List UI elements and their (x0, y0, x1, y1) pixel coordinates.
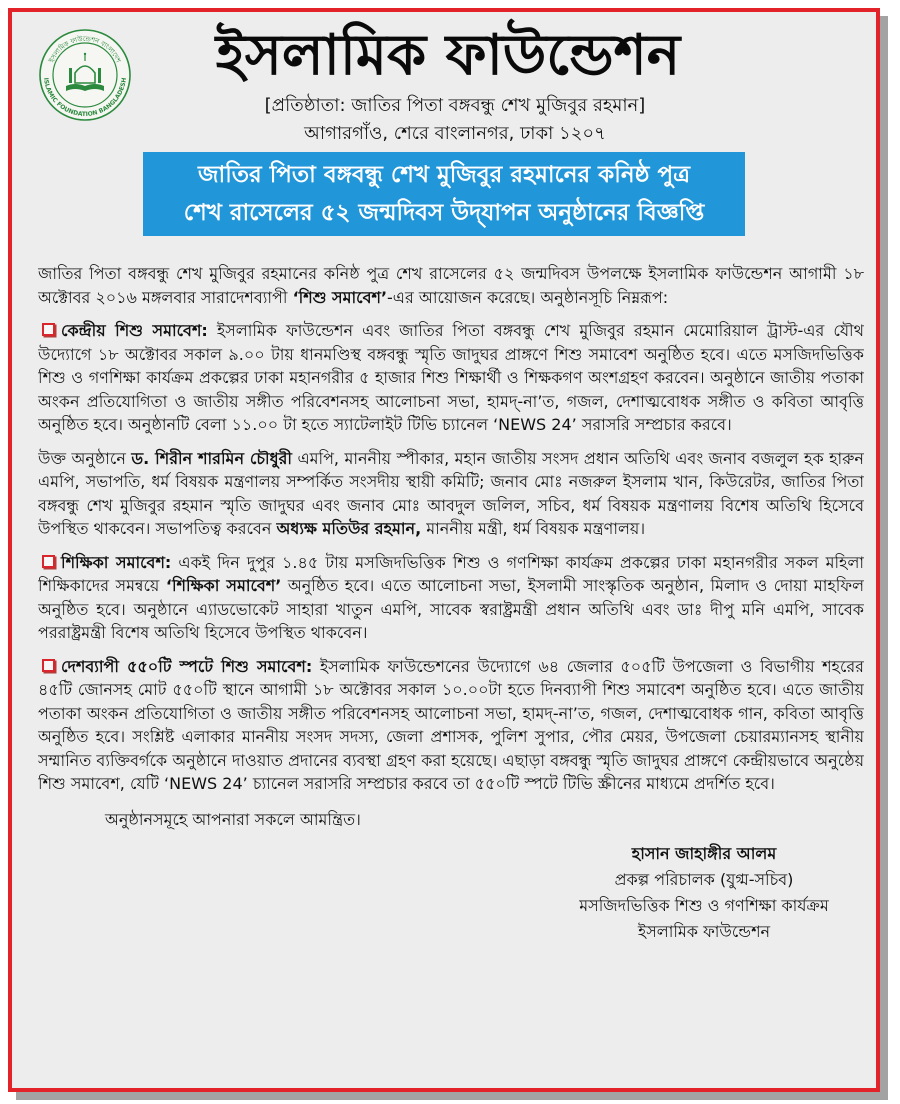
president-name: অধ্যক্ষ মতিউর রহমান, (276, 519, 422, 538)
chief-guest-name: ড. শিরীন শারমিন চৌধুরী (131, 448, 292, 468)
signatory-name: হাসান জাহাঙ্গীর আলম (631, 844, 777, 863)
teachers-rally-section (38, 551, 864, 645)
signature-block (544, 841, 864, 945)
nationwide-rally-text: ইসলামিক ফাউন্ডেশনের উদ্যোগে ৬৪ জেলার ৫০৫টি উপজেলা ও বিভাগীয় শহরের ৪৫টি জোনসহ মোট ৫৫০টি স্থানে আগামী ১৮ অক্টোবর সকাল ১০.০০টা হতে দিনব্যাপী শিশু সমাবেশ অনুষ্ঠিত হবে। এতে জাতীয় পতাকা অংকন প্রতিযোগিতা ও জাতীয় সঙ্গীত পরিবেশনসহ আলোচনা সভা, হামদ্-না’ত, গজল, দেশাত্মবোধক গান, কবিতা আবৃত্তি অনুষ্ঠিত হবে। সংশ্লিষ্ট এলাকার মাননীয় সংসদ সদস্য, জেলা প্রশাসক, পুলিশ সুপার, পৌর মেয়র, উপজেলা চেয়ারম্যানসহ স্থানীয় সম্মানিত ব্যক্তিবর্গকে অনুষ্ঠানে দাওয়াত প্রদানের ব্যবস্থা গ্রহণ করা হয়েছে। এছাড়া বঙ্গবন্ধু স্মৃতি জাদুঘর প্রাঙ্গণে কেন্দ্রীয়ভাবে অনুষ্ঠেয় শিশু সমাবেশ, যেটি ‘NEWS 24’ চ্যানেল সরাসরি সম্প্রচার করবে তা ৫৫০টি স্পটে টিভি স্ক্রীনের মাধ্যমে প্রদর্শিত হবে। (38, 656, 864, 793)
central-rally-section (38, 319, 864, 437)
intro-text-1: জাতির পিতা বঙ্গবন্ধু শেখ মুজিবুর রহমানের কনিষ্ঠ পুত্র শেখ রাসেলের ৫২ জন্মদিবস উপলক্ষে ইসলামিক ফাউন্ডেশন আগামী ১৮ অক্টোবর ২০১৬ মঙ্গলবার সারাদেশব্যাপী (38, 264, 864, 307)
founder-line: [প্রতিষ্ঠাতা: জাতির পিতা বঙ্গবন্ধু শেখ মুজিবুর রহমান] (264, 95, 646, 116)
intro-text-2: -এর আয়োজন করেছে। অনুষ্ঠানসূচি নিম্নরূপ: (387, 287, 669, 307)
headline-banner-wrap (12, 152, 876, 236)
teachers-rally-text-2: অনুষ্ঠিত হবে। এতে আলোচনা সভা, ইসলামী সাংস্কৃতিক অনুষ্ঠান, মিলাদ ও দোয়া মাহফিল অনুষ্ঠিত হবে। অনুষ্ঠানে এ্যাডভোকেট সাহারা খাতুন এমপি, সাবেক স্বরাষ্ট্রমন্ত্রী প্রধান অতিথি এবং ডাঃ দীপু মনি এমপি, সাবেক পররাষ্ট্রমন্ত্রী বিশেষ অতিথি হিসেবে উপস্থিত থাকবেন। (38, 576, 864, 642)
teachers-rally-text-1: একই দিন দুপুর ১.৪৫ টায় মসজিদভিত্তিক শিশু ও গণশিক্ষা কার্যক্রম প্রকল্পের ঢাকা মহানগরীর সকল মহিলা শিক্ষিকাদের সমন্বয়ে (38, 552, 864, 595)
signatory-designation: প্রকল্প পরিচালক (যুগ্ম-সচিব) (614, 870, 794, 889)
intro-highlight: ‘শিশু সমাবেশ’ (292, 287, 388, 307)
nationwide-rally-section (38, 655, 864, 796)
closing-line: অনুষ্ঠানসমূহে আপনারা সকলে আমন্ত্রিত। (105, 809, 361, 829)
headline-line-2: শেখ রাসেলের ৫২ জন্মদিবস উদ্‌যাপন অনুষ্ঠানের বিজ্ঞপ্তি (183, 200, 705, 226)
square-bullet-icon (42, 555, 55, 568)
square-bullet-icon (42, 323, 55, 336)
guests-text-1: উক্ত অনুষ্ঠানে (38, 448, 126, 468)
square-bullet-icon (42, 659, 55, 672)
teachers-rally-highlight: ‘শিক্ষিকা সমাবেশ’ (165, 576, 282, 595)
seal-text-english: ISLAMIC FOUNDATION BANGLADESH (42, 77, 128, 119)
address-line: আগারগাঁও, শেরে বাংলানগর, ঢাকা ১২০৭ (304, 123, 606, 144)
notice-body (38, 262, 864, 1082)
central-rally-heading: কেন্দ্রীয় শিশু সমাবেশ: (61, 321, 208, 340)
guests-paragraph (38, 447, 864, 541)
guests-text-2: এমপি, মাননীয় স্পীকার, মহান জাতীয় সংসদ প্রধান অতিথি এবং জনাব বজলুল হক হারুন এমপি, সভাপতি, ধর্ম বিষয়ক মন্ত্রণালয় সম্পর্কিত সংসদীয় স্থায়ী কমিটি; জনাব মোঃ নজরুল ইসলাম খান, কিউরেটর, জাতির পিতা বঙ্গবন্ধু শেখ মুজিবুর রহমান স্মৃতি জাদুঘর এবং জনাব মোঃ আবদুল জলিল, সচিব, ধর্ম বিষয়ক মন্ত্রণালয় বিশেষ অতিথি হিসেবে উপস্থিত থাকবেন। সভাপতিত্ব করবেন (38, 448, 864, 538)
guests-text-3: মাননীয় মন্ত্রী, ধর্ম বিষয়ক মন্ত্রণালয়। (426, 519, 646, 538)
notice-frame (8, 8, 880, 1092)
headline-line-1: জাতির পিতা বঙ্গবন্ধু শেখ মুজিবুর রহমানের কনিষ্ঠ পুত্র (197, 162, 691, 188)
headline-banner (143, 152, 745, 236)
signatory-program: মসজিদভিত্তিক শিশু ও গণশিক্ষা কার্যক্রম (579, 896, 829, 915)
signatory-organization: ইসলামিক ফাউন্ডেশন (637, 922, 771, 941)
teachers-rally-heading: শিক্ষিকা সমাবেশ: (61, 552, 172, 572)
seal-text-bengali: ইসলামিক ফাউন্ডেশন বাংলাদেশ (47, 34, 123, 64)
intro-paragraph (38, 262, 864, 309)
organization-title: ইসলামিক ফাউন্ডেশন (215, 23, 681, 88)
central-rally-text: ইসলামিক ফাউন্ডেশন এবং জাতির পিতা বঙ্গবন্ধু শেখ মুজিবুর রহমান মেমোরিয়াল ট্রাস্ট-এর যৌথ উদ্যোগে ১৮ অক্টোবর সকাল ৯.০০ টায় ধানমণ্ডিস্থ বঙ্গবন্ধু স্মৃতি জাদুঘর প্রাঙ্গণে শিশু সমাবেশ অনুষ্ঠিত হবে। এতে মসজিদভিত্তিক শিশু ও গণশিক্ষা কার্যক্রম প্রকল্পের ঢাকা মহানগরীর ৫ হাজার শিশু শিক্ষার্থী ও শিক্ষকগণ অংশগ্রহণ করবেন। অনুষ্ঠানে জাতীয় পতাকা অংকন প্রতিযোগিতা ও জাতীয় সঙ্গীত পরিবেশনসহ আলোচনা সভা, হামদ্-না’ত, গজল, দেশাত্মবোধক সঙ্গীত ও কবিতা আবৃত্তি অনুষ্ঠিত হবে। অনুষ্ঠানটি বেলা ১১.০০ টা হতে স্যাটেলাইট টিভি চ্যানেল ‘NEWS 24’ সরাসরি সম্প্রচার করবে। (38, 321, 864, 434)
nationwide-rally-heading: দেশব্যাপী ৫৫০টি স্পটে শিশু সমাবেশ: (61, 656, 313, 676)
